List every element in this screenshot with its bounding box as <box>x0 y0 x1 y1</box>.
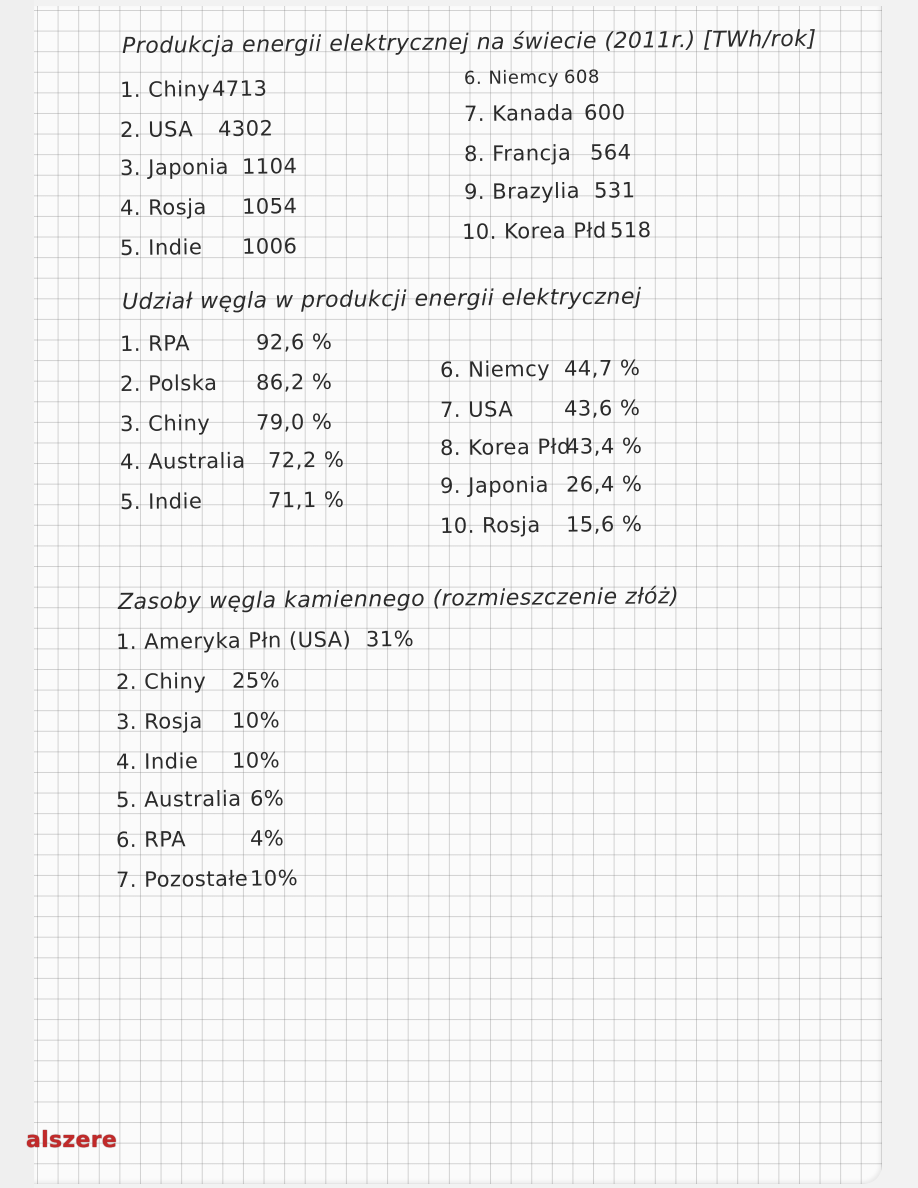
item-label: 7. USA <box>439 397 514 422</box>
list-item <box>120 370 333 396</box>
item-label: 9. Japonia <box>439 472 550 498</box>
item-value: 15,6 % <box>565 511 643 537</box>
section2-heading: Udział węgla w produkcji energii elektrycznej <box>121 284 642 315</box>
list-item <box>464 178 636 204</box>
item-value: 72,2 % <box>267 447 345 473</box>
item-value: 92,6 % <box>255 329 333 355</box>
item-value: 26,4 % <box>565 471 643 497</box>
item-value: 531 <box>593 178 636 203</box>
list-item <box>116 748 280 774</box>
item-label: 9. Brazylia <box>463 178 581 204</box>
item-value: 518 <box>609 218 652 243</box>
item-label: 7. Kanada <box>463 100 574 126</box>
item-label: 7. Pozostałe <box>115 866 249 892</box>
item-label: 4. Australia <box>119 448 246 474</box>
item-label: 1. Ameryka Płn (USA) <box>115 627 352 654</box>
list-item <box>464 67 600 89</box>
page-margin <box>0 0 34 1188</box>
item-value: 4713 <box>211 76 268 102</box>
list-item <box>120 194 298 220</box>
list-item <box>464 140 632 166</box>
item-label: 5. Indie <box>119 235 203 260</box>
item-label: 8. Francja <box>463 140 572 166</box>
item-label: 3. Rosja <box>115 709 203 734</box>
list-item <box>120 234 298 260</box>
list-item <box>440 472 643 498</box>
list-item <box>116 668 280 694</box>
item-label: 5. Indie <box>119 489 203 514</box>
item-value: 71,1 % <box>267 487 345 513</box>
list-item <box>116 627 414 654</box>
item-label: 6. Niemcy <box>439 356 551 382</box>
section3-heading: Zasoby węgla kamiennego (rozmieszczenie złóż) <box>117 584 680 615</box>
item-value: 25% <box>231 668 281 693</box>
list-item <box>440 396 641 422</box>
item-label: 6. RPA <box>115 827 187 852</box>
item-label: 4. Rosja <box>119 195 207 220</box>
item-value: 10% <box>249 866 299 891</box>
list-item <box>440 356 641 382</box>
item-value: 86,2 % <box>255 369 333 395</box>
list-item <box>462 218 652 244</box>
watermark-logo: alszere <box>26 1128 118 1153</box>
item-value: 44,7 % <box>563 355 641 381</box>
item-value: 1006 <box>241 234 298 259</box>
item-label: 2. Chiny <box>115 669 207 694</box>
list-item <box>116 786 285 812</box>
list-item <box>116 708 280 734</box>
item-label: 3. Japonia <box>119 154 230 180</box>
item-value: 1054 <box>241 194 298 219</box>
section1-heading: Produkcja energii elektrycznej na świecie (2011r.) [TWh/rok] <box>121 26 817 59</box>
notebook-page <box>34 6 882 1184</box>
item-value: 79,0 % <box>255 409 333 435</box>
item-value: 10% <box>231 708 281 733</box>
item-value: 6% <box>249 786 285 811</box>
item-value: 43,4 % <box>565 433 643 459</box>
item-label: 10. Rosja <box>439 512 541 538</box>
item-label: 4. Indie <box>115 749 199 774</box>
list-item <box>464 100 626 126</box>
list-item <box>120 330 333 356</box>
item-label: 2. Polska <box>119 370 218 396</box>
list-item <box>120 154 298 180</box>
list-item <box>120 488 345 514</box>
item-value: 600 <box>583 100 626 125</box>
item-label: 2. USA <box>119 117 194 142</box>
item-value: 608 <box>563 66 600 88</box>
item-label: 1. Chiny <box>119 77 211 102</box>
item-value: 43,6 % <box>563 395 641 421</box>
item-label: 6. Niemcy <box>463 67 560 89</box>
item-value: 564 <box>589 140 632 165</box>
list-item <box>120 76 268 102</box>
item-value: 1104 <box>241 154 298 179</box>
list-item <box>440 512 643 538</box>
list-item <box>116 866 298 892</box>
item-value: 10% <box>231 748 281 773</box>
item-label: 1. RPA <box>119 331 191 356</box>
item-value: 31% <box>365 626 415 652</box>
item-label: 8. Korea Płd <box>439 434 572 460</box>
item-label: 5. Australia <box>115 786 242 812</box>
item-value: 4302 <box>217 116 274 141</box>
list-item <box>120 410 333 436</box>
item-label: 3. Chiny <box>119 411 211 436</box>
item-label: 10. Korea Płd <box>461 218 607 244</box>
list-item <box>116 826 285 852</box>
item-value: 4% <box>249 826 285 851</box>
list-item <box>120 116 274 142</box>
list-item <box>440 434 643 460</box>
list-item <box>120 448 345 474</box>
